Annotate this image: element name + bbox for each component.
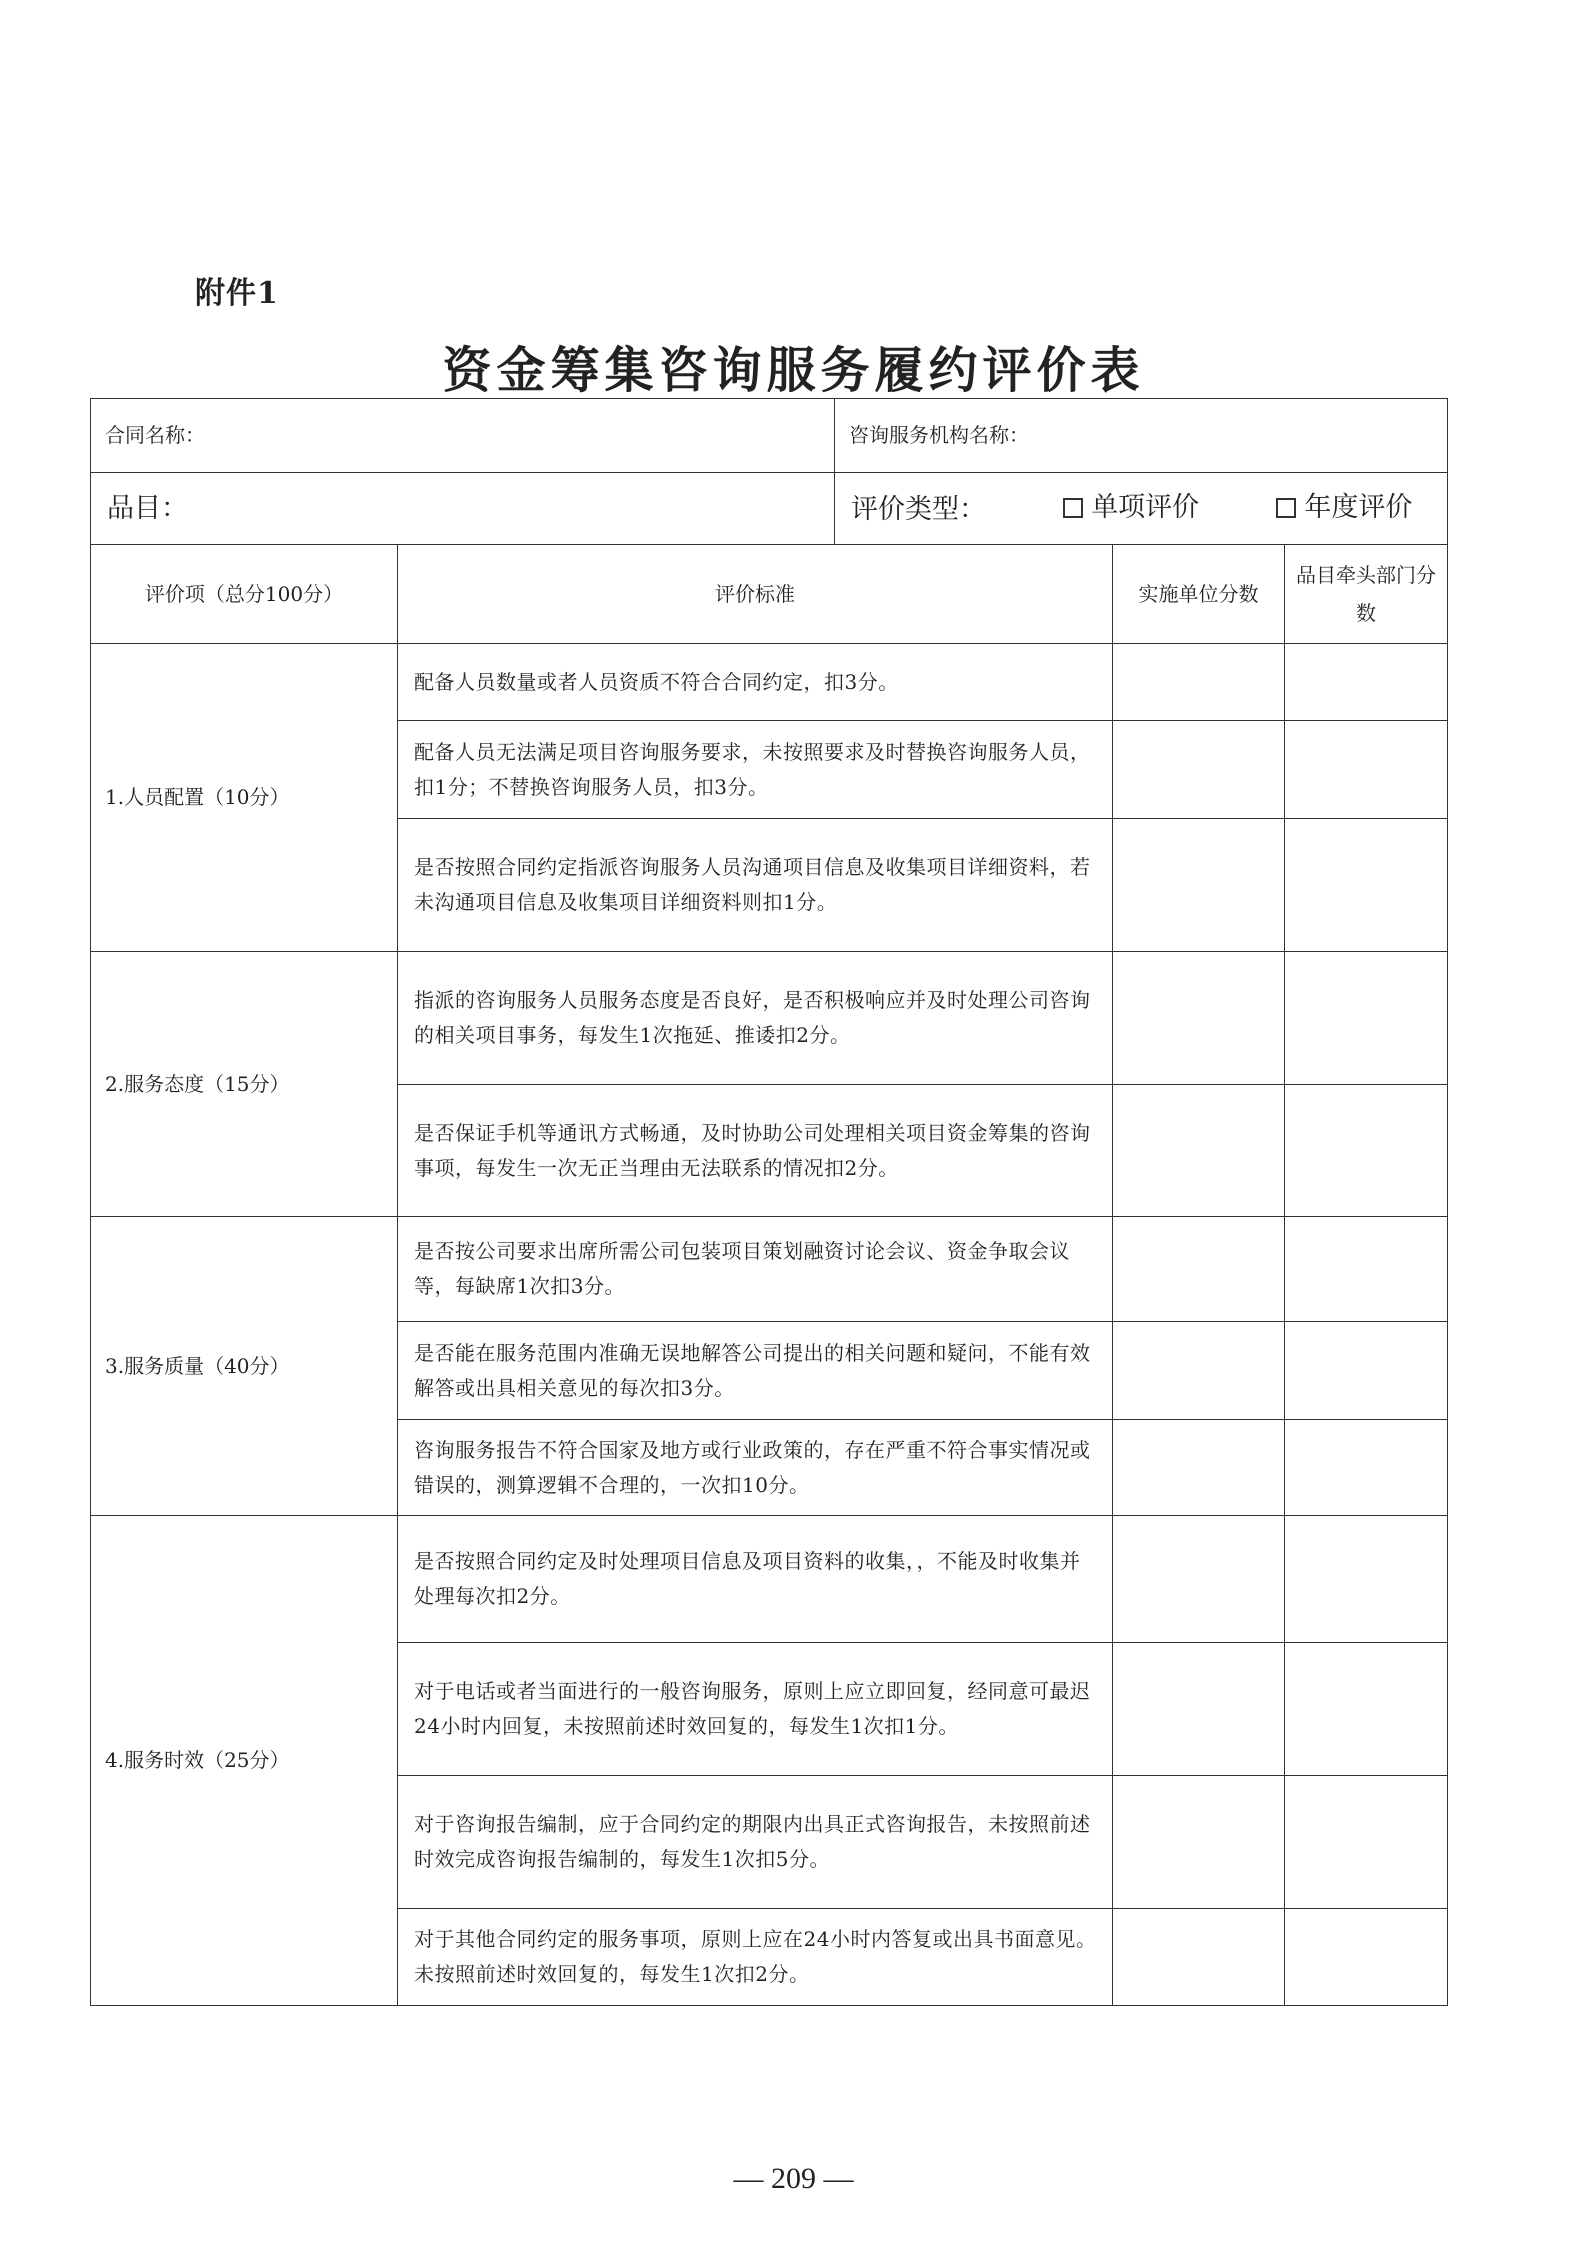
unit-score-4-3[interactable] <box>1113 1776 1285 1909</box>
unit-score-4-4[interactable] <box>1113 1909 1285 2006</box>
contract-name-label: 合同名称： <box>105 423 205 447</box>
criterion-1-3: 是否按照合同约定指派咨询服务人员沟通项目信息及收集项目详细资料，若未沟通项目信息及收集项目详细资料则扣1分。 <box>398 819 1113 952</box>
dept-score-4-4[interactable] <box>1285 1909 1448 2006</box>
eval-type-cell <box>835 473 1448 545</box>
evaluation-table <box>90 398 1448 2006</box>
unit-score-2-1[interactable] <box>1113 952 1285 1085</box>
single-eval-label: 单项评价 <box>1091 491 1200 523</box>
criterion-3-2: 是否能在服务范围内准确无误地解答公司提出的相关问题和疑问，不能有效解答或出具相关意见的每次扣3分。 <box>398 1322 1113 1420</box>
unit-score-3-3[interactable] <box>1113 1420 1285 1516</box>
section-item-4: 4.服务时效（25分） <box>91 1516 398 2006</box>
header-dept-score <box>1285 545 1448 644</box>
dept-score-1-2[interactable] <box>1285 721 1448 819</box>
annual-eval-label: 年度评价 <box>1304 491 1413 523</box>
dept-score-2-1[interactable] <box>1285 952 1448 1085</box>
header-dept-score-text: 品目牵头部门分数 <box>1296 563 1436 625</box>
criterion-1-2: 配备人员无法满足项目咨询服务要求，未按照要求及时替换咨询服务人员，扣1分；不替换咨询服务人员，扣3分。 <box>398 721 1113 819</box>
dept-score-1-3[interactable] <box>1285 819 1448 952</box>
dept-score-3-3[interactable] <box>1285 1420 1448 1516</box>
contract-name-cell[interactable] <box>91 399 835 473</box>
header-item: 评价项（总分100分） <box>91 545 398 644</box>
unit-score-1-2[interactable] <box>1113 721 1285 819</box>
dept-score-4-2[interactable] <box>1285 1643 1448 1776</box>
annual-eval-option[interactable] <box>1276 487 1412 529</box>
dept-score-4-1[interactable] <box>1285 1516 1448 1643</box>
unit-score-3-2[interactable] <box>1113 1322 1285 1420</box>
header-standard: 评价标准 <box>398 545 1113 644</box>
annual-eval-checkbox[interactable] <box>1276 498 1296 518</box>
unit-score-2-2[interactable] <box>1113 1085 1285 1217</box>
dept-score-4-3[interactable] <box>1285 1776 1448 1909</box>
section-item-2: 2.服务态度（15分） <box>91 952 398 1217</box>
unit-score-1-3[interactable] <box>1113 819 1285 952</box>
criterion-4-4: 对于其他合同约定的服务事项，原则上应在24小时内答复或出具书面意见。未按照前述时效回复的，每发生1次扣2分。 <box>398 1909 1113 2006</box>
criterion-4-1: 是否按照合同约定及时处理项目信息及项目资料的收集，，不能及时收集并处理每次扣2分。 <box>398 1516 1113 1643</box>
dept-score-2-2[interactable] <box>1285 1085 1448 1217</box>
criterion-2-1: 指派的咨询服务人员服务态度是否良好，是否积极响应并及时处理公司咨询的相关项目事务，每发生1次拖延、推诿扣2分。 <box>398 952 1113 1085</box>
criterion-2-2: 是否保证手机等通讯方式畅通，及时协助公司处理相关项目资金筹集的咨询事项，每发生一次无正当理由无法联系的情况扣2分。 <box>398 1085 1113 1217</box>
single-eval-option[interactable] <box>1063 487 1199 529</box>
eval-type-label: 评价类型： <box>851 493 986 525</box>
criterion-4-2: 对于电话或者当面进行的一般咨询服务，原则上应立即回复，经同意可最迟24小时内回复，未按照前述时效回复的，每发生1次扣1分。 <box>398 1643 1113 1776</box>
criterion-4-3: 对于咨询报告编制，应于合同约定的期限内出具正式咨询报告，未按照前述时效完成咨询报告编制的，每发生1次扣5分。 <box>398 1776 1113 1909</box>
single-eval-checkbox[interactable] <box>1063 498 1083 518</box>
unit-score-3-1[interactable] <box>1113 1217 1285 1322</box>
page-number: — 209 — <box>733 2162 854 2195</box>
unit-score-4-1[interactable] <box>1113 1516 1285 1643</box>
dept-score-3-2[interactable] <box>1285 1322 1448 1420</box>
criterion-3-1: 是否按公司要求出席所需公司包装项目策划融资讨论会议、资金争取会议等，每缺席1次扣3分。 <box>398 1217 1113 1322</box>
dept-score-3-1[interactable] <box>1285 1217 1448 1322</box>
criterion-3-3: 咨询服务报告不符合国家及地方或行业政策的，存在严重不符合事实情况或错误的，测算逻辑不合理的，一次扣10分。 <box>398 1420 1113 1516</box>
header-unit-score <box>1113 545 1285 644</box>
agency-name-cell[interactable] <box>835 399 1448 473</box>
section-item-1: 1.人员配置（10分） <box>91 644 398 952</box>
dept-score-1-1[interactable] <box>1285 644 1448 721</box>
attachment-label: 附件1 <box>195 276 279 311</box>
section-item-3: 3.服务质量（40分） <box>91 1217 398 1516</box>
category-cell[interactable] <box>91 473 835 545</box>
agency-name-label: 咨询服务机构名称： <box>849 423 1029 447</box>
unit-score-4-2[interactable] <box>1113 1643 1285 1776</box>
unit-score-1-1[interactable] <box>1113 644 1285 721</box>
category-label: 品目： <box>107 492 188 524</box>
page-title: 资金筹集咨询服务履约评价表 <box>442 341 1145 399</box>
header-unit-score-text: 实施单位分数 <box>1138 582 1259 606</box>
criterion-1-1: 配备人员数量或者人员资质不符合合同约定，扣3分。 <box>398 644 1113 721</box>
